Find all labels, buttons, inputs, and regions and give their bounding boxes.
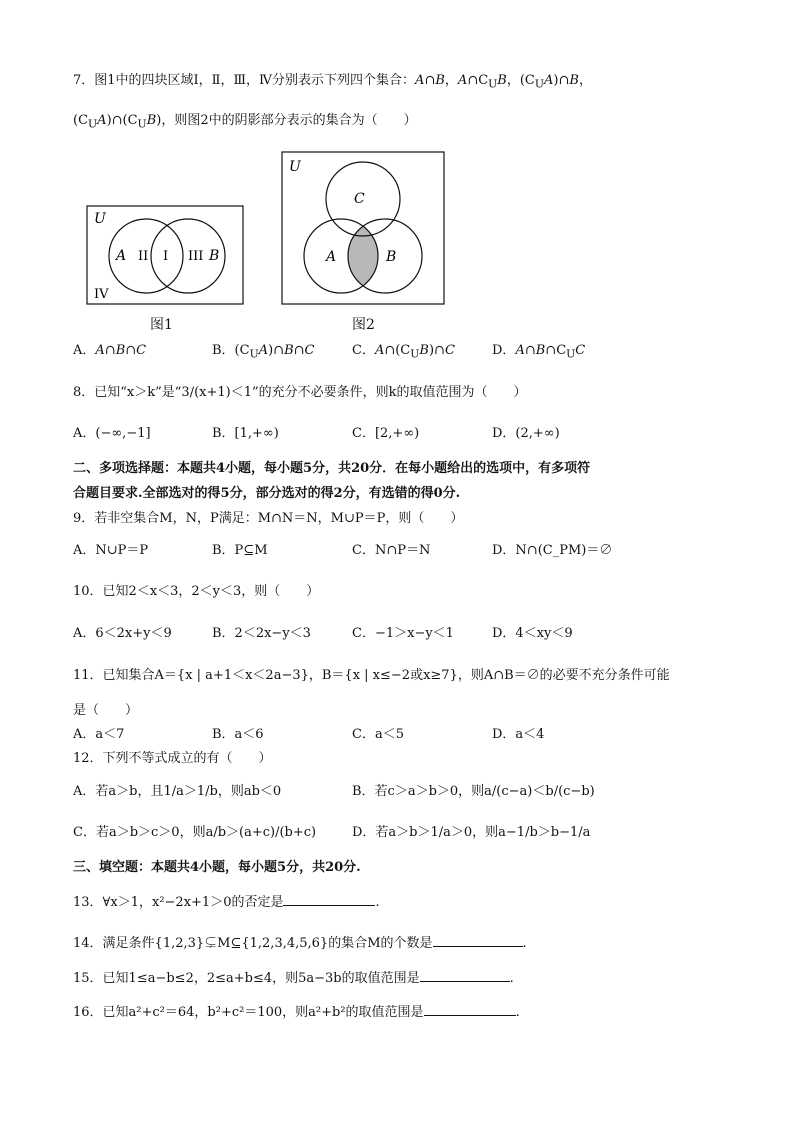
fig2-label-u: U xyxy=(289,159,301,175)
fig2-label-a: A xyxy=(326,249,337,265)
q13-period: . xyxy=(375,895,380,910)
fig1-caption: 图1 xyxy=(150,317,173,333)
q16-answer-blank[interactable] xyxy=(424,1001,516,1016)
q13-text: 13．∀x＞1，x²−2x+1＞0的否定是 xyxy=(73,895,284,910)
q14-text: 14．满足条件{1,2,3}⊊M⊆{1,2,3,4,5,6}的集合M的个数是 xyxy=(73,936,433,951)
q8-option-c: C．[2,+∞) xyxy=(352,426,420,441)
q14 xyxy=(73,932,527,954)
q10-option-c: C．−1＞x−y＜1 xyxy=(352,626,454,641)
q8-option-d: D．(2,+∞) xyxy=(492,426,560,441)
q12-option-c: C．若a＞b＞c＞0，则a/b＞(a+c)/(b+c) xyxy=(73,825,317,840)
q16-period: . xyxy=(515,1005,520,1020)
q13-answer-blank[interactable] xyxy=(283,891,375,906)
q7-option-c: C．$A\cap(C_UB)\cap C$ xyxy=(352,343,455,361)
section2-heading-line1: 二、多项选择题：本题共4小题，每小题5分，共20分．在每小题给出的选项中，有多项符 xyxy=(73,461,591,476)
q7-option-b: B．$(C_UA)\cap B\cap C$ xyxy=(212,343,315,361)
fig1-label-a: A xyxy=(116,248,127,264)
q11-option-b: B．a＜6 xyxy=(212,727,264,742)
q15-period: . xyxy=(509,971,514,986)
fig2-label-c: C xyxy=(354,191,365,207)
q8-option-b: B．[1,+∞) xyxy=(212,426,279,441)
section2-heading-line2: 合题目要求.全部选对的得5分，部分选对的得2分，有选错的得0分. xyxy=(73,486,461,501)
q15-text: 15．已知1≤a−b≤2，2≤a+b≤4，则5a−3b的取值范围是 xyxy=(73,971,420,986)
fig1-label-b: B xyxy=(209,248,220,264)
q13 xyxy=(73,891,380,913)
q10-text: 10．已知2＜x＜3，2＜y＜3，则（ ） xyxy=(73,584,320,599)
fig1-label-ii: II xyxy=(138,249,149,264)
q11-option-a: A．a＜7 xyxy=(73,727,125,742)
venn-figure-1 xyxy=(86,205,246,307)
q11-text-line1: 11．已知集合A＝{x | a+1＜x＜2a−3}，B＝{x | x≤−2或x≥7}，则A∩B＝∅的必要不充分条件可能 xyxy=(73,668,670,683)
q16-text: 16．已知a²+c²＝64，b²+c²＝100，则a²+b²的取值范围是 xyxy=(73,1005,424,1020)
q9-option-a: A．N∪P＝P xyxy=(73,543,149,558)
q9-option-c: C．N∩P＝N xyxy=(352,543,431,558)
q15-answer-blank[interactable] xyxy=(420,967,510,982)
q11-option-c: C．a＜5 xyxy=(352,727,404,742)
q10-option-b: B．2＜2x−y＜3 xyxy=(212,626,311,641)
q12-option-d: D．若a＞b＞1/a＞0，则a−1/b＞b−1/a xyxy=(352,825,591,840)
q10-option-d: D．4＜xy＜9 xyxy=(492,626,573,641)
fig2-label-b: B xyxy=(386,249,397,265)
q9-text: 9．若非空集合M，N，P满足：M∩N＝N，M∪P＝P，则（ ） xyxy=(73,511,464,526)
q11-text-line2: 是（ ） xyxy=(73,703,139,718)
fig1-label-i: I xyxy=(163,249,169,264)
q8-option-a: A．(−∞,−1] xyxy=(73,426,151,441)
fig1-label-iv: IV xyxy=(94,287,109,302)
venn-figure-2 xyxy=(281,151,447,307)
q7-option-a: A．A∩B∩C xyxy=(73,343,147,358)
q15 xyxy=(73,967,514,989)
q11-option-d: D．a＜4 xyxy=(492,727,545,742)
fig1-label-u: U xyxy=(94,211,106,227)
q12-text: 12．下列不等式成立的有（ ） xyxy=(73,751,272,766)
q10-option-a: A．6＜2x+y＜9 xyxy=(73,626,172,641)
fig2-caption: 图2 xyxy=(352,317,375,333)
q9-option-d: D．N∩(C_PM)＝∅ xyxy=(492,543,613,558)
q7-text-line1: 7．图1中的四块区域Ⅰ，Ⅱ，Ⅲ，Ⅳ分别表示下列四个集合：A∩B，$A\cap C_UB$，$(C_UA)\cap B$， xyxy=(73,73,592,91)
q7-option-d: D．$A\cap B\cap C_UC$ xyxy=(492,343,586,361)
q7-text-line2: $(C_UA)\cap(C_UB)$，则图2中的阴影部分表示的集合为（ ） xyxy=(73,113,417,131)
q8-text: 8．已知“x＞k”是“3/(x+1)＜1”的充分不必要条件，则k的取值范围为（ ） xyxy=(73,385,527,400)
fig1-label-iii: III xyxy=(188,249,204,264)
q12-option-a: A．若a＞b，且1/a＞1/b，则ab＜0 xyxy=(73,784,282,799)
section3-heading: 三、填空题：本题共4小题，每小题5分，共20分. xyxy=(73,860,361,875)
q9-option-b: B．P⊆M xyxy=(212,543,268,558)
q12-option-b: B．若c＞a＞b＞0，则a/(c−a)＜b/(c−b) xyxy=(352,784,595,799)
q14-period: . xyxy=(522,936,527,951)
q16 xyxy=(73,1001,520,1023)
q14-answer-blank[interactable] xyxy=(433,932,523,947)
